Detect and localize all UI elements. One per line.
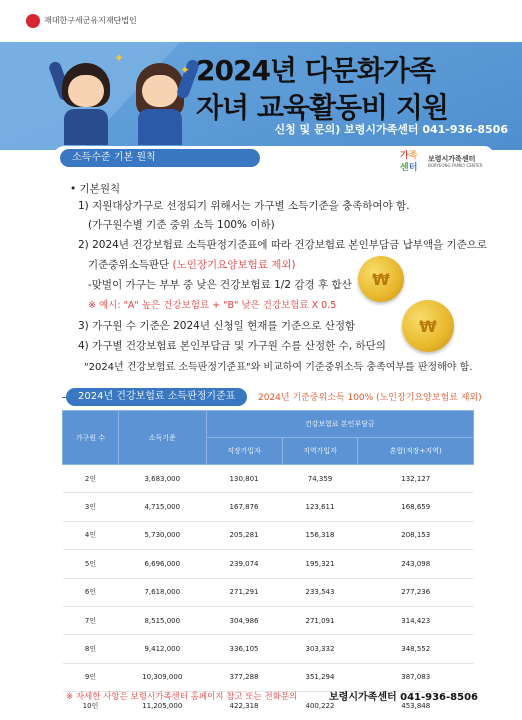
principle-4: 4) 가구별 건강보험료 본인부담금 및 가구원 수를 산정한 수, 하단의	[78, 340, 386, 352]
bullet-principle: • 기본원칙	[70, 183, 121, 195]
table-cell: 8,515,000	[119, 606, 207, 634]
table-cell: 9인	[63, 663, 119, 691]
table-cell: 387,083	[358, 663, 474, 691]
table-cell: 11,205,000	[119, 692, 207, 720]
family-center-logo	[400, 150, 484, 180]
table-row	[63, 550, 474, 578]
table-row	[63, 578, 474, 606]
table-cell: 195,321	[282, 550, 358, 578]
table-cell: 10,309,000	[119, 663, 207, 691]
footer-note: ※ 자세한 사항은 보령시가족센터 홈페이지 참고 또는 전화문의	[66, 692, 298, 702]
table-cell: 6인	[63, 578, 119, 606]
col-regional: 지역가입자	[282, 438, 358, 465]
table-row	[63, 521, 474, 549]
table-cell: 304,986	[206, 606, 282, 634]
children-illustration	[50, 45, 200, 145]
family-center-mark-icon: 가족 센터	[400, 151, 418, 173]
col-income: 소득기준	[119, 411, 207, 465]
table-cell: 4,715,000	[119, 493, 207, 521]
table-row	[63, 606, 474, 634]
table-row	[63, 465, 474, 493]
principle-1b: (가구원수별 기준 중위 소득 100% 이하)	[88, 219, 275, 231]
section-pill: 소득수준 기본 원칙	[60, 149, 260, 167]
table-cell: 422,318	[206, 692, 282, 720]
table-cell: 9,412,000	[119, 635, 207, 663]
col-employee: 직장가입자	[206, 438, 282, 465]
table-cell: 233,543	[282, 578, 358, 606]
principle-2c: -맞벌이 가구는 부부 중 낮은 건강보험료 1/2 감경 후 합산	[88, 279, 352, 291]
sparkle-icon: ✦	[114, 51, 125, 65]
footer-contact: 보령시가족센터 041-936-8506	[329, 692, 478, 703]
table-cell: 271,091	[282, 606, 358, 634]
col-group: 건강보험료 본인부담금	[206, 411, 473, 438]
table-cell: 3인	[63, 493, 119, 521]
table-cell: 314,423	[358, 606, 474, 634]
table-cell: 351,294	[282, 663, 358, 691]
title-line-2: 자녀 교육활동비 지원	[196, 91, 448, 124]
table-row	[63, 635, 474, 663]
table-cell: 2인	[63, 465, 119, 493]
income-criteria-table	[62, 410, 474, 720]
principle-2b: 기준중위소득판단 (노인장기요양보험료 제외)	[88, 259, 296, 271]
table-cell: 167,876	[206, 493, 282, 521]
table-cell: 3,683,000	[119, 465, 207, 493]
table-cell: 348,552	[358, 635, 474, 663]
principle-4b: "2024년 건강보험료 소득판정기준표"와 비교하여 기준중위소득 충족여부를 판정해야 함.	[84, 362, 473, 373]
table-cell: 303,332	[282, 635, 358, 663]
salvation-army-logo-icon	[26, 14, 40, 28]
table-body	[63, 465, 474, 720]
table-cell: 123,611	[282, 493, 358, 521]
table-cell: 239,074	[206, 550, 282, 578]
table-cell: 336,105	[206, 635, 282, 663]
table-cell: 130,801	[206, 465, 282, 493]
table-cell: 5인	[63, 550, 119, 578]
table-cell: 7,618,000	[119, 578, 207, 606]
table-cell: 7인	[63, 606, 119, 634]
coin-icon: ₩	[358, 256, 404, 302]
table-row	[63, 493, 474, 521]
col-household: 가구원 수	[63, 411, 119, 465]
family-center-en: BORYEONG FAMILY CENTER	[428, 163, 483, 168]
family-center-name: 보령시가족센터	[428, 155, 476, 163]
table-cell: 243,098	[358, 550, 474, 578]
table-cell: 10인	[63, 692, 119, 720]
table-cell: 453,848	[358, 692, 474, 720]
table-cell: 271,291	[206, 578, 282, 606]
table-cell: 168,659	[358, 493, 474, 521]
header-contact: 신청 및 문의) 보령시가족센터 041-936-8506	[274, 123, 508, 136]
table-cell: 132,127	[358, 465, 474, 493]
table-cell: 156,318	[282, 521, 358, 549]
table-cell: 8인	[63, 635, 119, 663]
table-cell: 377,288	[206, 663, 282, 691]
table-cell: 277,236	[358, 578, 474, 606]
table-cell: 208,153	[358, 521, 474, 549]
table-note: 2024년 기준중위소득 100% (노인장기요양보험료 제외)	[258, 393, 482, 403]
col-mixed: 혼합(직장+지역)	[358, 438, 474, 465]
table-cell: 400,222	[282, 692, 358, 720]
principle-2d: ※ 예시: "A" 높은 건강보험료 + "B" 낮은 건강보험료 X 0.5	[88, 300, 337, 311]
table-cell: 5,730,000	[119, 521, 207, 549]
title-line-1: 2024년 다문화가족	[196, 54, 435, 87]
sparkle-icon: ✦	[180, 63, 191, 77]
principle-1: 1) 지원대상가구로 선정되기 위해서는 가구별 소득기준을 충족하여야 함.	[78, 200, 410, 212]
table-cell: 6,696,000	[119, 550, 207, 578]
coin-icon: ₩	[402, 300, 454, 352]
table-cell: 205,281	[206, 521, 282, 549]
principle-2: 2) 2024년 건강보험료 소득판정기준표에 따라 건강보험료 본인부담금 납부액을 기준으로	[78, 239, 488, 251]
table-cell: 4인	[63, 521, 119, 549]
principle-3: 3) 가구원 수 기준은 2024년 신청일 현재를 기준으로 산정함	[78, 320, 356, 332]
table-cell: 74,359	[282, 465, 358, 493]
boy-figure	[58, 53, 114, 145]
org-name: 재대한구세군유지재단법인	[44, 16, 137, 25]
table-title: 2024년 건강보험료 소득판정기준표	[66, 388, 247, 406]
